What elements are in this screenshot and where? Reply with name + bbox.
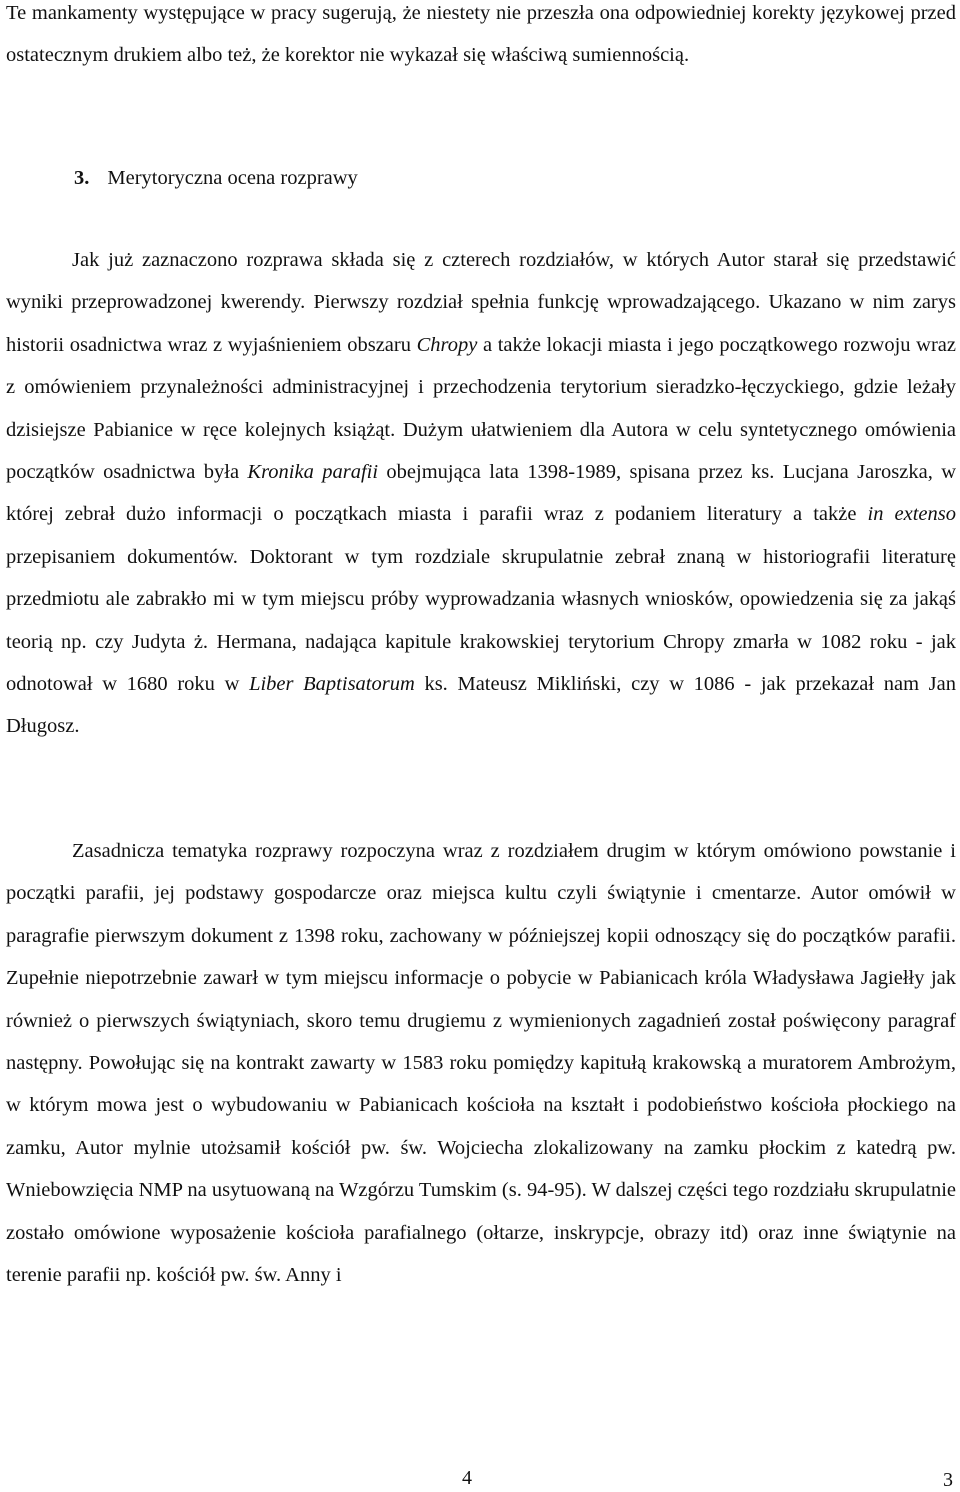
italic-title: Kronika parafii [247, 461, 379, 484]
page-number: 4 [462, 1467, 472, 1489]
page-number-secondary: 3 [943, 1469, 953, 1491]
text-run: a także lokacji miasta i jego początkowego rozwoju wraz z omówieniem przynależności administracyjnej i przechodzenia terytorium sieradzko-łęczyckiego, gdzie leżały dzisiejsze Pabianice w ręce kolejnych książąt. Dużym ułatwieniem dla Autora w celu syntetycznego omówienia początków osadnictwa była [6, 333, 956, 484]
text-run: Jak już zaznaczono rozprawa składa się z czterech rozdziałów, w których Autor starał się przedstawić wyniki przeprowadzonej kwerendy. Pierwszy rozdział spełnia funkcję wprowadzającego. Ukazano w nim zarys historii osadnictwa wraz z wyjaśnieniem obszaru [6, 249, 956, 356]
text-run: przepisaniem dokumentów. Doktorant w tym rozdziale skrupulatnie zebrał znaną w historiografii literaturę przedmiotu ale zabrakło mi w tym miejscu próby wyprowadzania własnych wniosków, opowiedzenia się za jakąś teorią np. czy Judyta ż. Hermana, nadająca kapitule krakowskiej terytorium Chropy zmarła w 1082 roku - jak odnotował w 1680 roku w [6, 545, 956, 696]
italic-term: Chropy [416, 333, 478, 356]
italic-phrase: in extenso [867, 503, 956, 526]
section-heading [74, 157, 358, 199]
section-number: 3. [74, 167, 90, 189]
paragraph-intro: Te mankamenty występujące w pracy sugerują, że niestety nie przeszła ona odpowiedniej korekty językowej przed ostatecznym drukiem albo też, że korektor nie wykazał się właściwą sumiennością. [6, 2, 956, 67]
text-run: ks. Mateusz Mikliński, czy w 1086 - jak przekazał nam Jan Długosz. [6, 673, 957, 738]
paragraph-chapter-one [6, 239, 956, 748]
text-run: obejmująca lata 1398-1989, spisana przez ks. Lucjana Jaroszka, w której zebrał dużo informacji o początkach miasta i parafii wraz z podaniem literatury a także [6, 461, 956, 526]
section-title: Merytoryczna ocena rozprawy [107, 167, 358, 189]
italic-title: Liber Baptisatorum [249, 673, 415, 696]
paragraph-chapter-two: Zasadnicza tematyka rozprawy rozpoczyna wraz z rozdziałem drugim w którym omówiono powstanie i początki parafii, jej podstawy gospodarcze oraz miejsca kultu czyli świątynie i cmentarze. Autor omówił w paragrafie pierwszym dokument z 1398 roku, zachowany w późniejszej kopii odnoszący się do początków parafii. Zupełnie niepotrzebnie zawarł w tym miejscu informacje o pobycie w Pabianicach króla Władysława Jagiełły jak również o pierwszych świątyniach, skoro temu drugiemu z wymienionych zagadnień został poświęcony paragraf następny. Powołując się na kontrakt zawarty w 1583 roku pomiędzy kapitułą krakowską a muratorem Ambrożym, w którym mowa jest o wybudowaniu w Pabianicach kościoła na kształt i podobieństwo kościoła płockiego na zamku, Autor mylnie utożsamił kościół pw. św. Wojciecha zlokalizowany na zamku płockim z katedrą pw. Wniebowzięcia NMP na usytuowaną na Wzgórzu Tumskim (s. 94-95). W dalszej części tego rozdziału skrupulatnie zostało omówione wyposażenie kościoła parafialnego (ołtarze, inskrypcje, obrazy itd) oraz inne świątynie na terenie parafii np. kościół pw. św. Anny i [6, 840, 956, 1287]
